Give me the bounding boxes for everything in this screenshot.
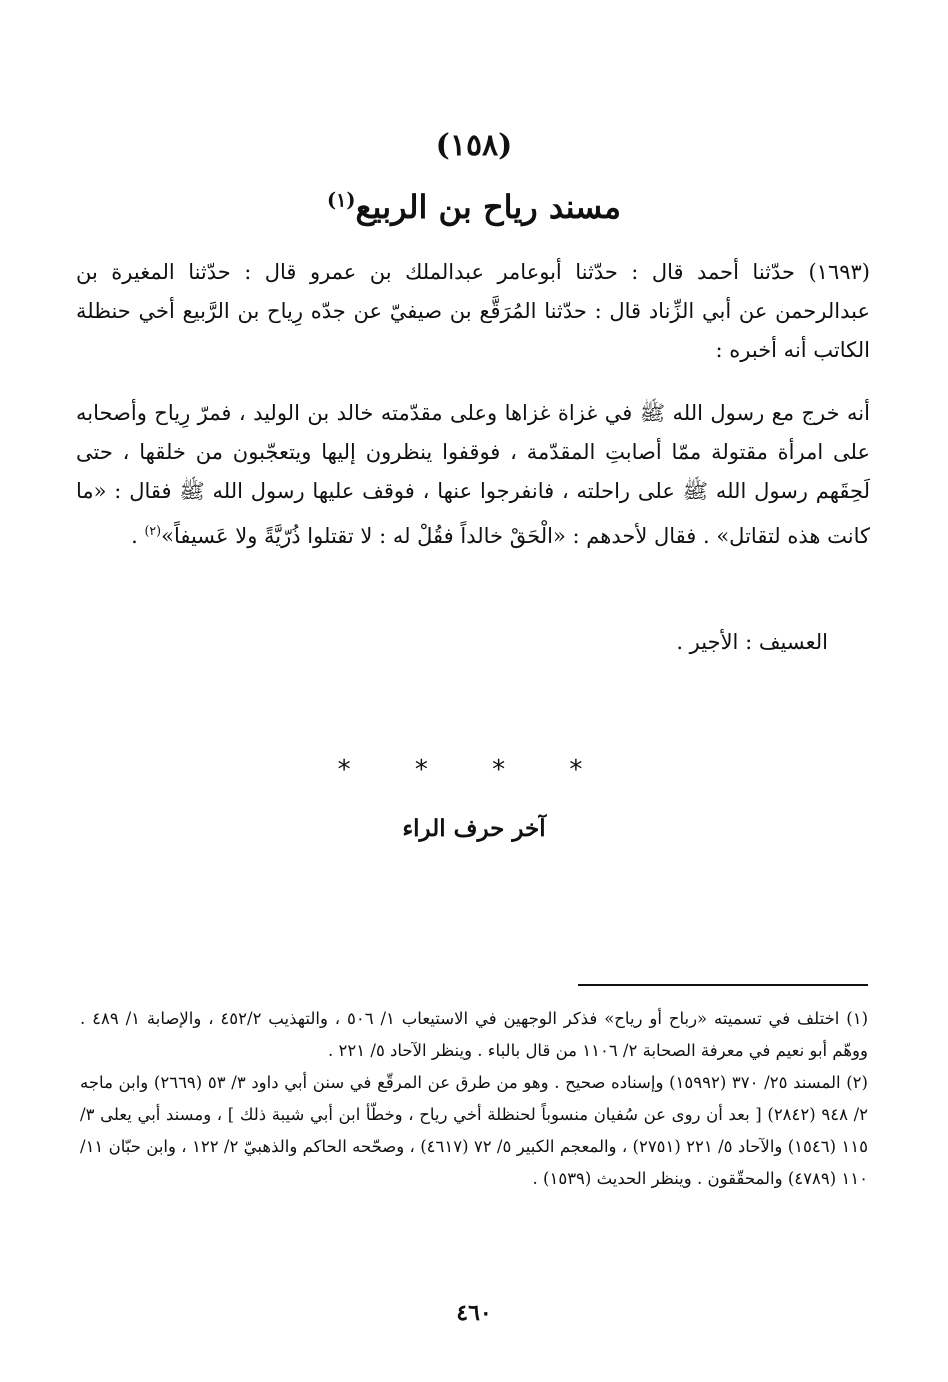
footnote-divider	[578, 984, 868, 986]
section-end-heading: آخر حرف الراء	[402, 815, 546, 842]
hadith-matn	[76, 394, 870, 556]
chapter-title-text: مسند رياح بن الربيع	[355, 188, 621, 226]
gloss-note: العسيف : الأجير .	[676, 630, 828, 654]
footnote-1: (١) اختلف في تسميته «رباح أو رياح» فذكر الوجهين في الاستيعاب ١/ ٥٠٦ ، والتهذيب ٤٥٢/٢ ، والإصابة ١/ ٤٨٩ . ووهّم أبو نعيم في معرفة الصحابة ٢/ ١١٠٦ من قال بالباء . وينظر الآحاد ٥/ ٢٢١ .	[80, 1009, 868, 1060]
hadith-matn-end: .	[131, 524, 145, 548]
chapter-title	[0, 188, 948, 226]
hadith-matn-text: أنه خرج مع رسول الله ﷺ في غزاة غزاها وعلى مقدّمته خالد بن الوليد ، فمرّ رِياح وأصحابه على امرأة مقتولة ممّا أصابتِ المقدّمة ، فوقفوا ينظرون إليها ويتعجّبون من خلقها ، حتى لَحِقَهم رسول الله ﷺ على راحلته ، فانفرجوا عنها ، فوقف عليها رسول الله ﷺ فقال : «ما كانت هذه لتقاتل» . فقال لأحدهم : «الْحَقْ خالداً فقُلْ له : لا تقتلوا ذُرّيَّةً ولا عَسيفاً»	[76, 401, 870, 548]
page-number: ٤٦٠	[456, 1300, 492, 1326]
footnote-2: (٢) المسند ٢٥/ ٣٧٠ (١٥٩٩٢) وإسناده صحيح . وهو من طرق عن المرقّع في سنن أبي داود ٣/ ٥٣ (٢٦٦٩) وابن ماجه ٢/ ٩٤٨ (٢٨٤٢) [ بعد أن روى عن سُفيان منسوباً لحنظلة أخي رياح ، وخطّأ ابن أبي شيبة ذلك ] ، ومسند أبي يعلى ٣/ ١١٥ (١٥٤٦) والآحاد ٥/ ٢٢١ (٢٧٥١) ، والمعجم الكبير ٥/ ٧٢ (٤٦١٧) ، وصحّحه الحاكم والذهبيّ ٢/ ١٢٢ ، وابن حبّان ١١/ ١١٠ (٤٧٨٩) والمحقّقون . وينظر الحديث (١٥٣٩) .	[80, 1073, 868, 1188]
footnotes	[80, 1003, 868, 1195]
chapter-number: (١٥٨)	[435, 128, 513, 163]
footnote-ref-2[interactable]: (٢)	[144, 523, 162, 538]
footnote-ref-1[interactable]: (١)	[327, 188, 356, 212]
hadith-isnad: (١٦٩٣) حدّثنا أحمد قال : حدّثنا أبوعامر عبدالملك بن عمرو قال : حدّثنا المغيرة بن عبدالرحمن عن أبي الزِّناد قال : حدّثنا المُرَقَّع بن صيفيّ عن جدّه رِياح بن الرَّبيع أخي حنظلة الكاتب أنه أخبره :	[76, 260, 870, 362]
section-separator: * * * *	[337, 755, 611, 785]
